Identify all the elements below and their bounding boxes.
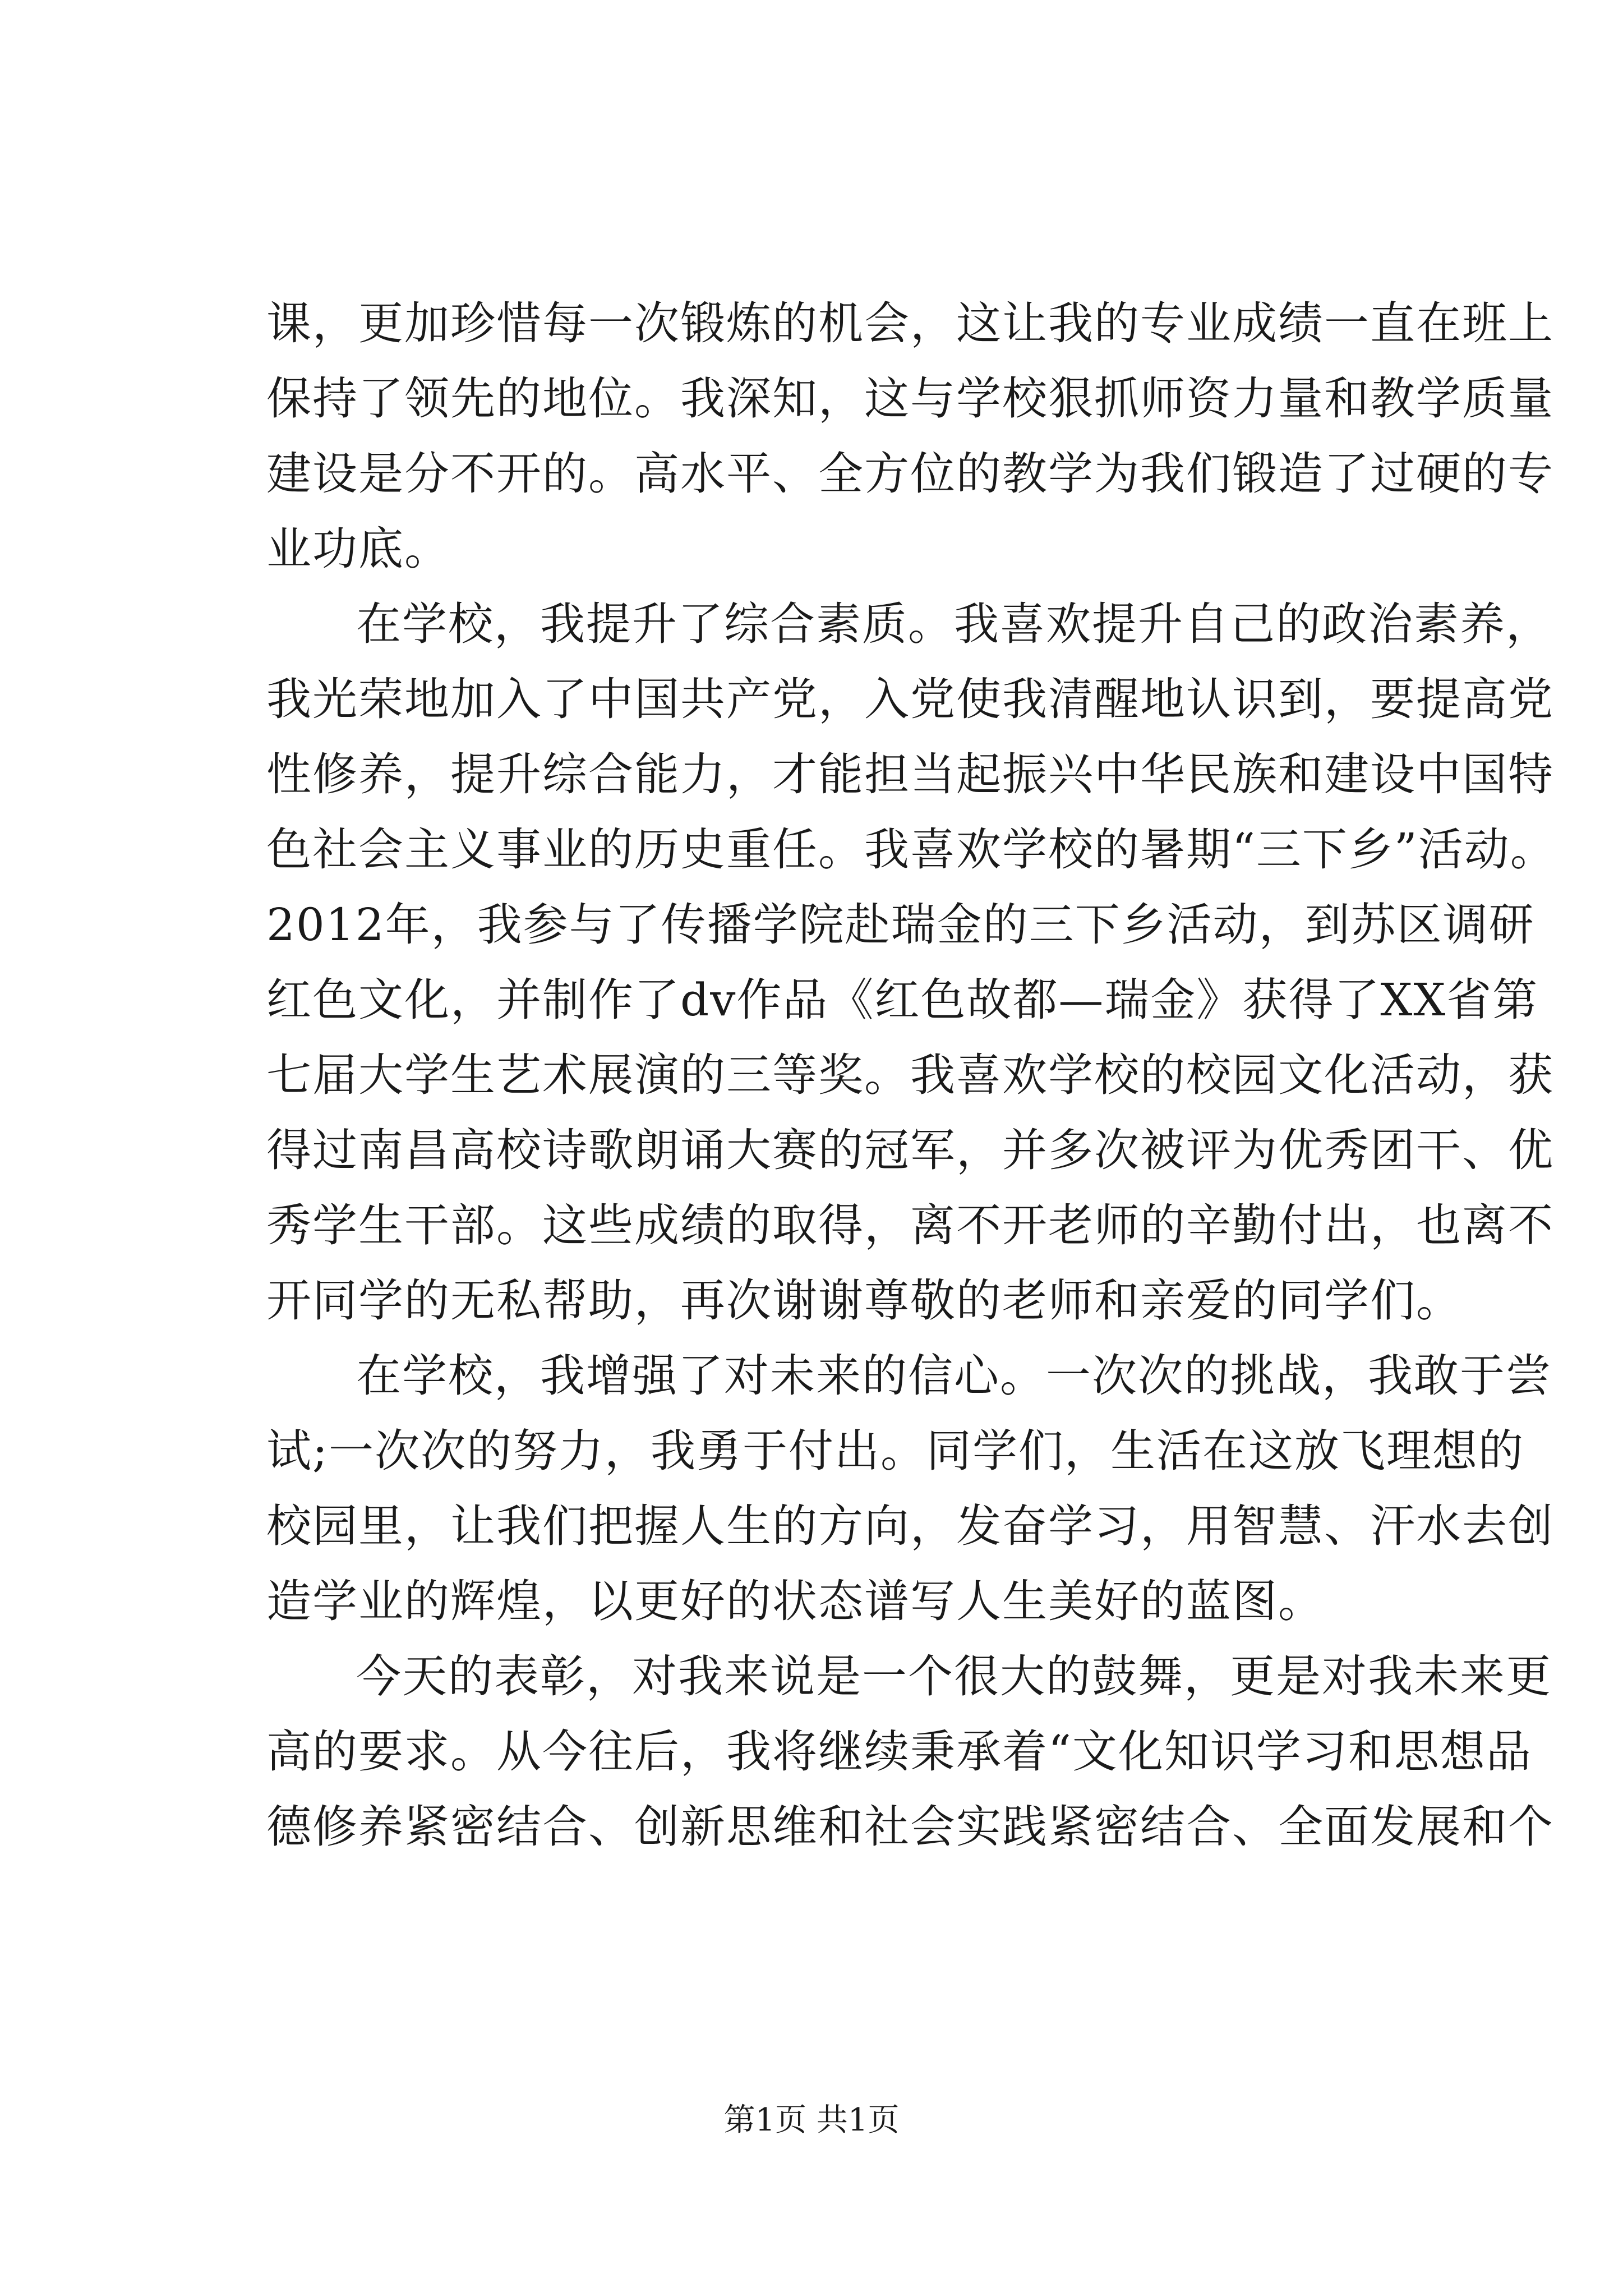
text-line: 建设是分不开的。高水平、全方位的教学为我们锻造了过硬的专 [266,448,1554,500]
text-line: 保持了领先的地位。我深知，这与学校狠抓师资力量和教学质量 [266,372,1554,425]
text-line: 课，更加珍惜每一次锻炼的机会，这让我的专业成绩一直在班上 [266,297,1554,349]
text-line: 开同学的无私帮助，再次谢谢尊敬的老师和亲爱的同学们。 [266,1274,1462,1327]
text-line: 造学业的辉煌，以更好的状态谱写人生美好的蓝图。 [266,1575,1324,1627]
text-line: 七届大学生艺术展演的三等奖。我喜欢学校的校园文化活动，获 [266,1049,1554,1101]
text-line: 2012年，我参与了传播学院赴瑞金的三下乡活动，到苏区调研 [266,899,1535,951]
text-line: 我光荣地加入了中国共产党，入党使我清醒地认识到，要提高党 [266,673,1554,725]
text-line: 红色文化，并制作了dv作品《红色故都—瑞金》获得了XX省第 [266,974,1539,1026]
document-body [266,286,1556,1865]
text-line: 德修养紧密结合、创新思维和社会实践紧密结合、全面发展和个 [266,1801,1554,1853]
paragraph-start-line: 在学校，我增强了对未来的信心。一次次的挑战，我敢于尝 [356,1350,1552,1402]
page-number-footer: 第1页 共1页 [723,2102,900,2138]
text-line: 业功底。 [266,523,450,575]
text-line: 得过南昌高校诗歌朗诵大赛的冠军，并多次被评为优秀团干、优 [266,1124,1554,1176]
text-line: 校园里，让我们把握人生的方向，发奋学习，用智慧、汗水去创 [266,1500,1554,1552]
text-line: 色社会主义事业的历史重任。我喜欢学校的暑期“三下乡”活动。 [266,823,1556,876]
text-line: 性修养，提升综合能力，才能担当起振兴中华民族和建设中国特 [266,748,1554,800]
text-line: 试;一次次的努力，我勇于付出。同学们，生活在这放飞理想的 [266,1425,1524,1477]
paragraph-start-line: 在学校，我提升了综合素质。我喜欢提升自己的政治素养， [356,598,1552,650]
text-line: 高的要求。从今往后，我将继续秉承着“文化知识学习和思想品 [266,1726,1532,1778]
paragraph-start-line: 今天的表彰，对我来说是一个很大的鼓舞，更是对我未来更 [356,1650,1552,1703]
text-line: 秀学生干部。这些成绩的取得，离不开老师的辛勤付出，也离不 [266,1199,1554,1251]
